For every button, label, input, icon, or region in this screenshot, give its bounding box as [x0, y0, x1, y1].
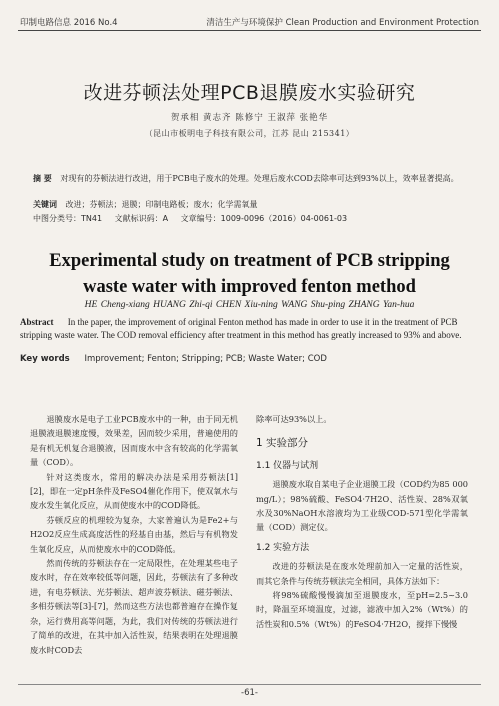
body-left-column [30, 412, 238, 657]
english-keywords-text: Improvement; Fenton; Stripping; PCB; Waste Water; COD [84, 354, 327, 364]
page-number: -61- [241, 688, 258, 698]
chinese-abstract [33, 172, 471, 185]
chinese-authors: 贺承相 黄志齐 陈修宁 王淑萍 张艳华 [170, 113, 329, 123]
body-paragraph: 然而传统的芬顿法存在一定局限性，在处理某些电子废水时，存在效率较低等问题，因此，芬顿法有了多种改进，有电芬顿法、光芬顿法、超声波芬顿法、磁芬顿法、多相芬顿法等[3]-[7]，然而这些方法也都普遍存在操作复杂，运行费用高等问题，为此，我们对传统的芬顿法进行了简单的改进，在其中加入活性炭，结果表明在处理退膜废水时COD去 [30, 558, 238, 655]
keywords-text: 改进；芬顿法；退膜；印制电路板；废水；化学需氧量 [65, 200, 258, 209]
english-keywords [20, 353, 471, 366]
section-heading: 1 实验部分 [256, 437, 309, 450]
english-keywords-label: Key words [20, 354, 70, 364]
body-paragraph: 改进的芬顿法是在废水处理前加入一定量的活性炭，而其它条件与传统芬顿法完全相同，具体方法如下： [256, 561, 468, 586]
english-authors: HE Cheng-xiang HUANG Zhi-qi CHEN Xiu-ning WANG Shu-ping ZHANG Yan-hua [84, 300, 415, 310]
classification-line [33, 212, 471, 225]
clc-number: 中图分类号：TN41 [33, 214, 103, 223]
header-column: 清洁生产与环境保护 Clean Production and Environment Protection [206, 18, 479, 28]
body-paragraph: 芬顿反应的机理较为复杂，大家普遍认为是Fe2+与H2O2反应生成高度活性的羟基自由基，然后与有机物发生氧化反应，从而使废水中的COD降低。 [30, 514, 238, 554]
chinese-keywords [33, 198, 471, 211]
english-abstract-label: Abstract [20, 317, 54, 327]
body-paragraph-continued: 除率可达93%以上。 [256, 414, 332, 424]
article-number: 文章编号：1009-0096（2016）04-0061-03 [180, 214, 348, 223]
body-paragraph: 将98%硫酸慢慢滴加至退膜废水，至pH=2.5~3.0时，降温至环境温度，过滤，滤液中加入2%（Wt%）的活性炭和0.5%（Wt%）的FeSO4·7H2O，搅拌下慢慢 [256, 590, 468, 629]
chinese-affiliation: （昆山市板明电子科技有限公司，江苏 昆山 215341） [144, 129, 355, 138]
document-code: 文献标识码：A [114, 214, 169, 223]
chinese-title: 改进芬顿法处理PCB退膜废水实验研究 [83, 82, 416, 104]
abstract-text: 对现有的芬顿法进行改进，用于PCB电子废水的处理。处理后废水COD去除率可达到93%以上，效率显著提高。 [60, 174, 459, 183]
subsection-heading: 1.1 仪器与试剂 [256, 460, 319, 471]
footer-rule [18, 684, 481, 685]
keywords-label: 关键词 [33, 200, 57, 209]
english-title-line1: Experimental study on treatment of PCB stripping [49, 251, 450, 271]
body-paragraph: 退膜废水取自某电子企业退膜工段（COD约为85 000 mg/L）；98%硫酸、FeSO4·7H2O、活性炭、28%双氧水及30%NaOH水溶液均为工业级COD-571型化学需氧量（COD）测定仪。 [256, 479, 468, 533]
abstract-label: 摘 要 [33, 174, 52, 183]
english-abstract [20, 316, 473, 341]
english-abstract-text: In the paper, the improvement of original Fenton method has made in order to use it in the treatment of PCB stripping waste water. The COD removal efficiency after treatment in this method has greatly increased to 93% and above. [20, 317, 462, 340]
header-journal: 印制电路信息 2016 No.4 [20, 18, 118, 28]
header-rule [18, 30, 481, 31]
english-title [0, 248, 499, 300]
subsection-heading: 1.2 实验方法 [256, 542, 310, 553]
english-title-line2: waste water with improved fenton method [83, 277, 416, 297]
body-right-column [256, 412, 468, 631]
body-paragraph: 针对这类废水，常用的解决办法是采用芬顿法[1][2]，即在一定pH条件及FeSO4催化作用下，使双氧水与废水发生氧化反应，从而使废水中的COD降低。 [30, 471, 238, 511]
body-paragraph: 退膜废水是电子工业PCB废水中的一种，由于同无机退膜液退膜速度慢，效果差，因而较少采用，普遍使用的是有机无机复合退膜液，因而废水中含有较高的化学需氧量（COD）。 [30, 414, 238, 468]
running-header [0, 14, 499, 30]
